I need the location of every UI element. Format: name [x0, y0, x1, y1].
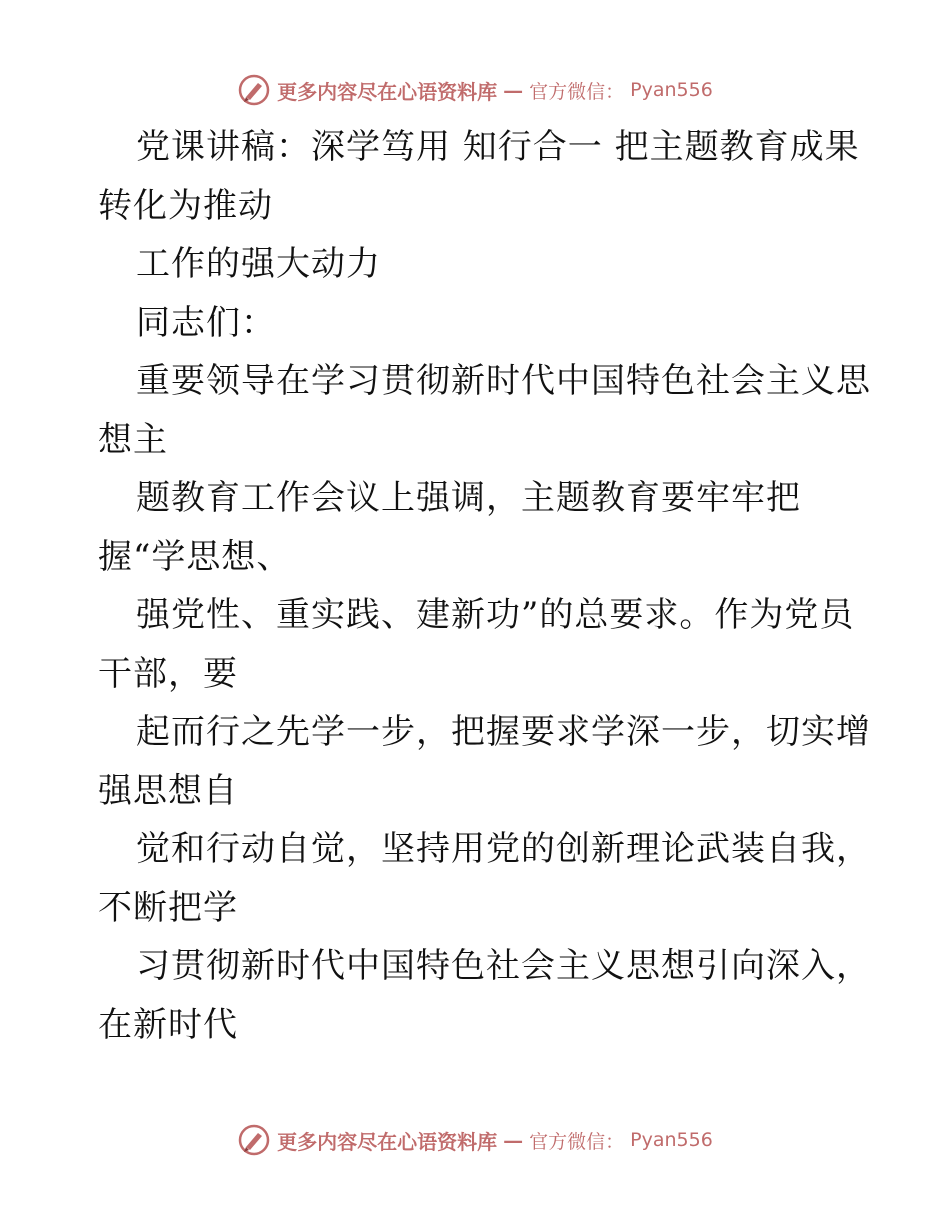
watermark-dash: —	[503, 78, 524, 102]
watermark-wechat-id: Pyan556	[630, 79, 713, 101]
paragraph-line: 觉和行动自觉，坚持用党的创新理论武装自我，	[136, 829, 871, 869]
title-line-2: 转化为推动	[98, 185, 273, 226]
title-line-3: 工作的强大动力	[136, 244, 381, 284]
watermark-main-text: 更多内容尽在心语资料库	[277, 1129, 498, 1154]
watermark-wechat-id: Pyan556	[630, 1129, 713, 1151]
watermark-sub-text: 官方微信：	[529, 1130, 625, 1153]
watermark-dash: —	[503, 1128, 524, 1152]
paragraph-line: 想主	[98, 419, 168, 460]
pen-logo-icon	[237, 1123, 271, 1157]
title-line-1: 党课讲稿：深学笃用 知行合一 把主题教育成果	[136, 127, 860, 167]
paragraph-line: 强党性、重实践、建新功”的总要求。作为党员	[136, 595, 855, 635]
watermark-sub-text: 官方微信：	[529, 80, 625, 103]
footer-watermark	[0, 1122, 950, 1158]
paragraph-line: 在新时代	[98, 1004, 238, 1045]
header-watermark	[0, 72, 950, 108]
paragraph-line: 习贯彻新时代中国特色社会主义思想引向深入，	[136, 946, 871, 986]
paragraph-line: 不断把学	[98, 887, 238, 928]
watermark-main-text: 更多内容尽在心语资料库	[277, 79, 498, 104]
paragraph-line: 干部，要	[98, 653, 238, 694]
paragraph-line: 强思想自	[98, 770, 238, 811]
paragraph-line: 握“学思想、	[98, 536, 292, 577]
paragraph-line: 起而行之先学一步，把握要求学深一步，切实增	[136, 712, 871, 752]
pen-logo-icon	[237, 73, 271, 107]
document-body	[98, 118, 871, 1054]
paragraph-line: 重要领导在学习贯彻新时代中国特色社会主义思	[136, 361, 871, 401]
salutation: 同志们：	[136, 302, 276, 343]
paragraph-line: 题教育工作会议上强调，主题教育要牢牢把	[136, 478, 801, 518]
